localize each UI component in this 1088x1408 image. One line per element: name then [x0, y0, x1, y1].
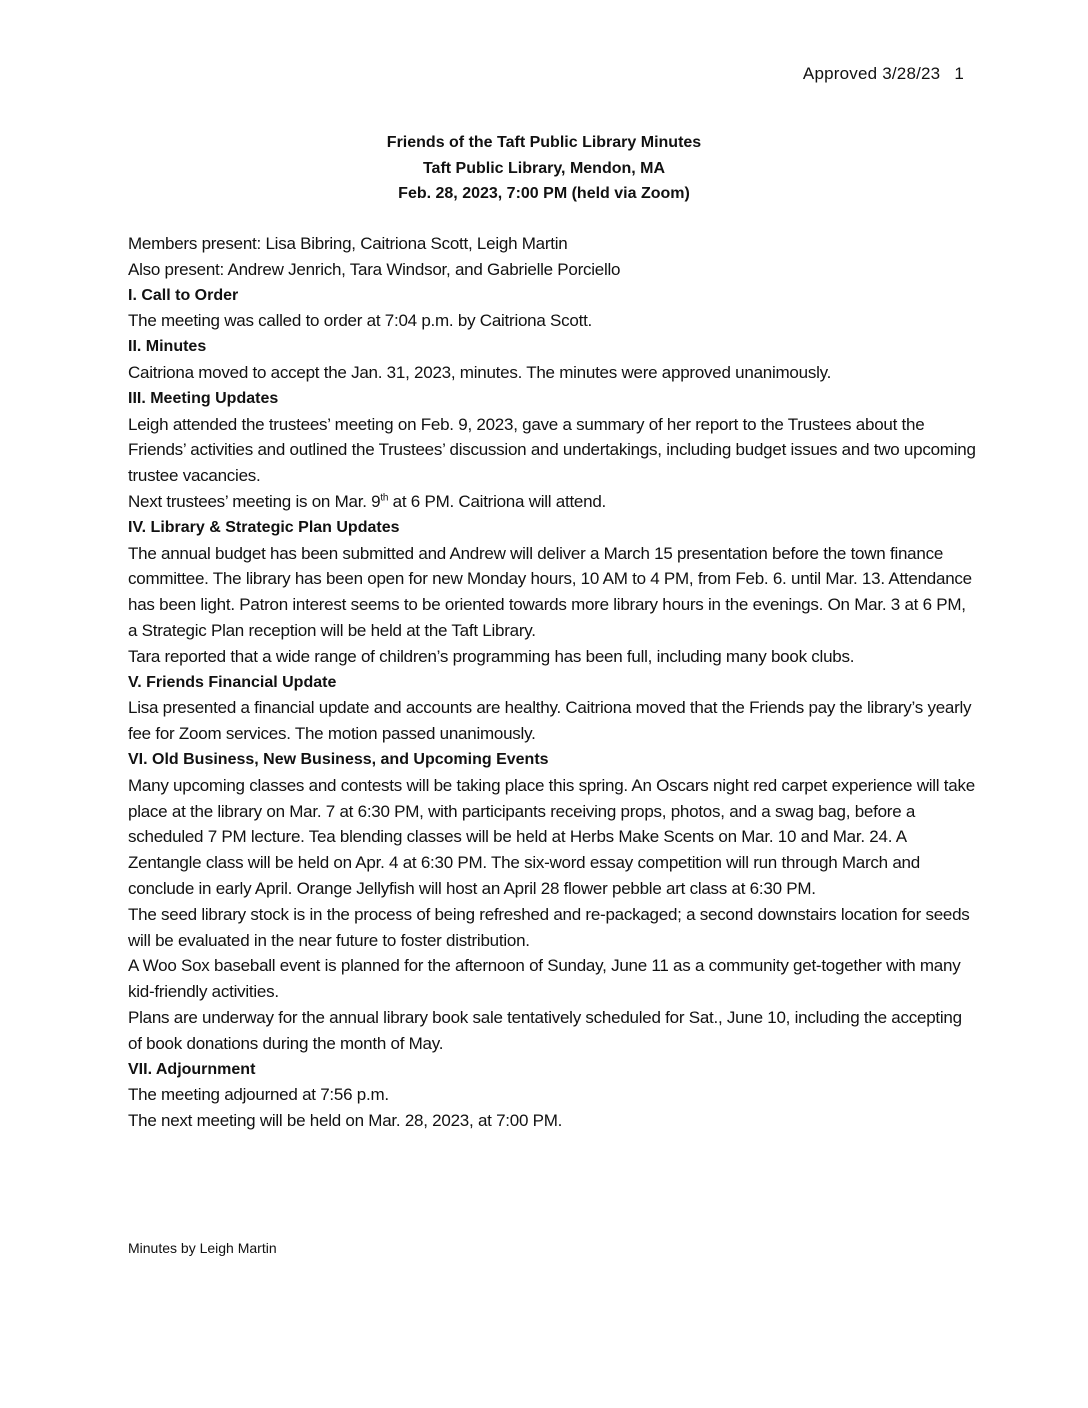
- approval-header: [803, 64, 964, 84]
- document-title: [0, 130, 1088, 207]
- childrens-programming-text: Tara reported that a wide range of children’s programming has been full, including many book clubs.: [128, 646, 855, 666]
- section-heading-minutes: II. Minutes: [128, 338, 207, 356]
- next-meeting-before: Next trustees’ meeting is on Mar. 9: [128, 491, 381, 511]
- upcoming-events-text: Many upcoming classes and contests will be taking place this spring. An Oscars night red carpet experience will take place at the library on Mar. 7 at 6:30 PM, with participants receiving props, photos, and a swag bag, before a scheduled 7 PM lecture. Tea blending classes will be held at Herbs Make Scents on Mar. 10 and Mar. 24. A Zentangle class will be held on Apr. 4 at 6:30 PM. The six-word essay competition will run through March and conclude in early April. Orange Jellyfish will host an April 28 flower pebble art class at 6:30 PM.: [128, 775, 975, 898]
- financial-update-text: Lisa presented a financial update and accounts are healthy. Caitriona moved that the Friends pay the library’s yearly fee for Zoom services. The motion passed unanimously.: [128, 698, 972, 744]
- section-heading-business: VI. Old Business, New Business, and Upcoming Events: [128, 750, 549, 768]
- section-heading-financial-update: V. Friends Financial Update: [128, 673, 337, 691]
- call-to-order-text: The meeting was called to order at 7:04 p.m. by Caitriona Scott.: [128, 311, 593, 331]
- section-heading-adjournment: VII. Adjournment: [128, 1060, 256, 1078]
- next-meeting-after: at 6 PM. Caitriona will attend.: [388, 491, 607, 511]
- approval-date: Approved 3/28/23: [802, 64, 941, 83]
- library-updates-text: The annual budget has been submitted and Andrew will deliver a March 15 presentation before the town finance committee. The library has been open for new Monday hours, 10 AM to 4 PM, from Feb. 6. until Mar. 13. Attendance has been light. Patron interest seems to be oriented towards more library hours in the evenings. On Mar. 3 at 6 PM, a Strategic Plan reception will be held at the Taft Library.: [128, 543, 972, 640]
- page-number: 1: [954, 64, 964, 83]
- section-heading-library-updates: IV. Library & Strategic Plan Updates: [128, 518, 400, 536]
- minutes-text: Caitriona moved to accept the Jan. 31, 2023, minutes. The minutes were approved unanimously.: [128, 362, 832, 382]
- minutes-author: Minutes by Leigh Martin: [128, 1240, 277, 1256]
- minutes-body: [128, 231, 978, 1134]
- title-line-1: Friends of the Taft Public Library Minutes: [386, 134, 702, 151]
- seed-library-text: The seed library stock is in the process of being refreshed and re-packaged; a second downstairs location for seeds will be evaluated in the near future to foster distribution.: [128, 904, 970, 950]
- adjournment-text: The meeting adjourned at 7:56 p.m.: [128, 1085, 389, 1105]
- also-present: Also present: Andrew Jenrich, Tara Windsor, and Gabrielle Porciello: [128, 259, 621, 279]
- book-sale-text: Plans are underway for the annual library book sale tentatively scheduled for Sat., June 10, including the accepting of book donations during the month of May.: [128, 1007, 962, 1053]
- woo-sox-text: A Woo Sox baseball event is planned for the afternoon of Sunday, June 11 as a community get-together with many kid-friendly activities.: [128, 956, 961, 1002]
- members-present: Members present: Lisa Bibring, Caitriona Scott, Leigh Martin: [128, 234, 568, 253]
- meeting-updates-text: Leigh attended the trustees’ meeting on Feb. 9, 2023, gave a summary of her report to the Trustees about the Friends’ activities and outlined the Trustees’ discussion and undertakings, including budget issues and two upcoming trustee vacancies.: [128, 414, 976, 486]
- title-line-2: Taft Public Library, Mendon, MA: [422, 159, 666, 177]
- section-heading-meeting-updates: III. Meeting Updates: [128, 389, 279, 407]
- section-heading-call-to-order: I. Call to Order: [128, 286, 239, 304]
- title-line-3: Feb. 28, 2023, 7:00 PM (held via Zoom): [398, 185, 690, 202]
- next-trustees-meeting: [128, 489, 978, 515]
- ordinal-suffix: th: [380, 492, 389, 504]
- next-meeting-text: The next meeting will be held on Mar. 28, 2023, at 7:00 PM.: [128, 1111, 563, 1131]
